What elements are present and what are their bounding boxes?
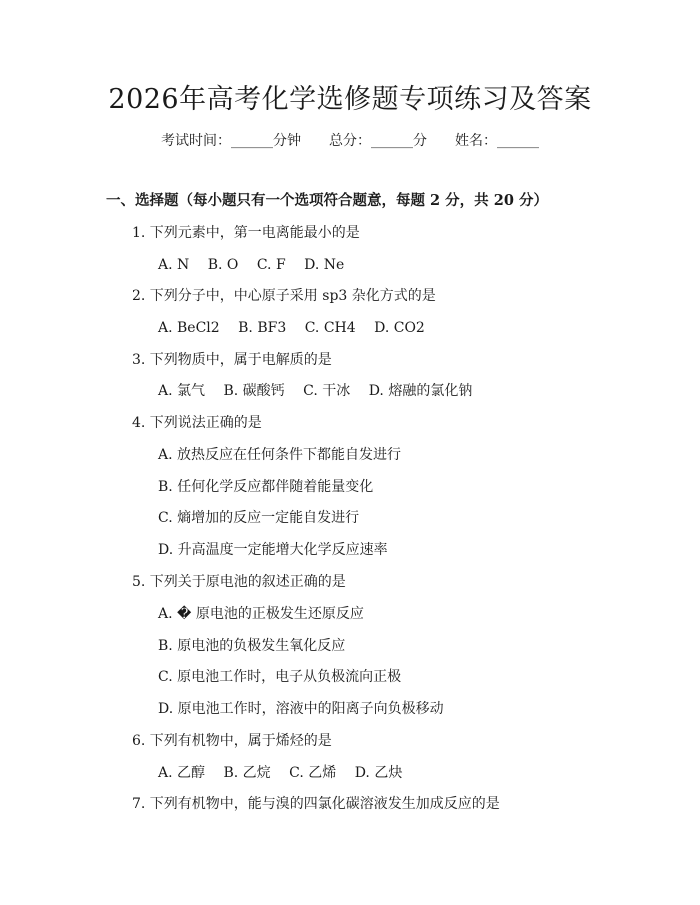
section-heading: 一、选择题（每小题只有一个选项符合题意，每题 2 分，共 20 分） (106, 192, 548, 209)
option-b: B. BF3 (238, 320, 287, 336)
page-title: 2026年高考化学选修题专项练习及答案 (108, 84, 592, 115)
option-c: C. 干冰 (303, 383, 351, 399)
exam-time-field: 考试时间：______分钟 (161, 133, 301, 149)
option-b: B. 原电池的负极发生氧化反应 (158, 638, 346, 654)
option-b: B. O (207, 257, 239, 273)
exam-meta (0, 131, 700, 151)
question-stem: 6. 下列有机物中，属于烯烃的是 (132, 733, 332, 749)
question-options (158, 763, 402, 783)
option-d: D. CO2 (374, 320, 425, 336)
option-a: A. 乙醇 (158, 765, 206, 781)
option-b: B. 任何化学反应都伴随着能量变化 (158, 479, 374, 495)
question-stem: 7. 下列有机物中，能与溴的四氯化碳溶液发生加成反应的是 (132, 796, 500, 812)
question-stem: 2. 下列分子中，中心原子采用 sp3 杂化方式的是 (132, 288, 436, 304)
option-d: D. Ne (304, 257, 345, 273)
option-c: C. F (256, 257, 286, 273)
question-stem: 1. 下列元素中，第一电离能最小的是 (132, 225, 360, 241)
question-stem: 5. 下列关于原电池的叙述正确的是 (132, 574, 346, 590)
option-a: A. � 原电池的正极发生还原反应 (158, 606, 364, 622)
option-c: C. 熵增加的反应一定能自发进行 (158, 510, 360, 526)
option-d: D. 乙炔 (354, 765, 403, 781)
option-d: D. 升高温度一定能增大化学反应速率 (158, 542, 388, 558)
option-a: A. BeCl2 (158, 320, 220, 336)
question-stem: 3. 下列物质中，属于电解质的是 (132, 352, 332, 368)
option-b: B. 碳酸钙 (223, 383, 285, 399)
option-a: A. 放热反应在任何条件下都能自发进行 (158, 447, 402, 463)
option-a: A. N (158, 257, 190, 273)
question-options (158, 318, 425, 338)
question-stem: 4. 下列说法正确的是 (132, 415, 262, 431)
option-b: B. 乙烷 (223, 765, 271, 781)
student-name-field: 姓名：______ (455, 133, 539, 149)
option-a: A. 氯气 (158, 383, 206, 399)
option-d: D. 熔融的氯化钠 (368, 383, 473, 399)
option-c: C. CH4 (304, 320, 356, 336)
option-c: C. 乙烯 (289, 765, 337, 781)
option-d: D. 原电池工作时，溶液中的阳离子向负极移动 (158, 701, 444, 717)
question-options (158, 381, 472, 401)
total-score-field: 总分：______分 (329, 133, 427, 149)
question-options (158, 255, 344, 275)
option-c: C. 原电池工作时，电子从负极流向正极 (158, 669, 402, 685)
